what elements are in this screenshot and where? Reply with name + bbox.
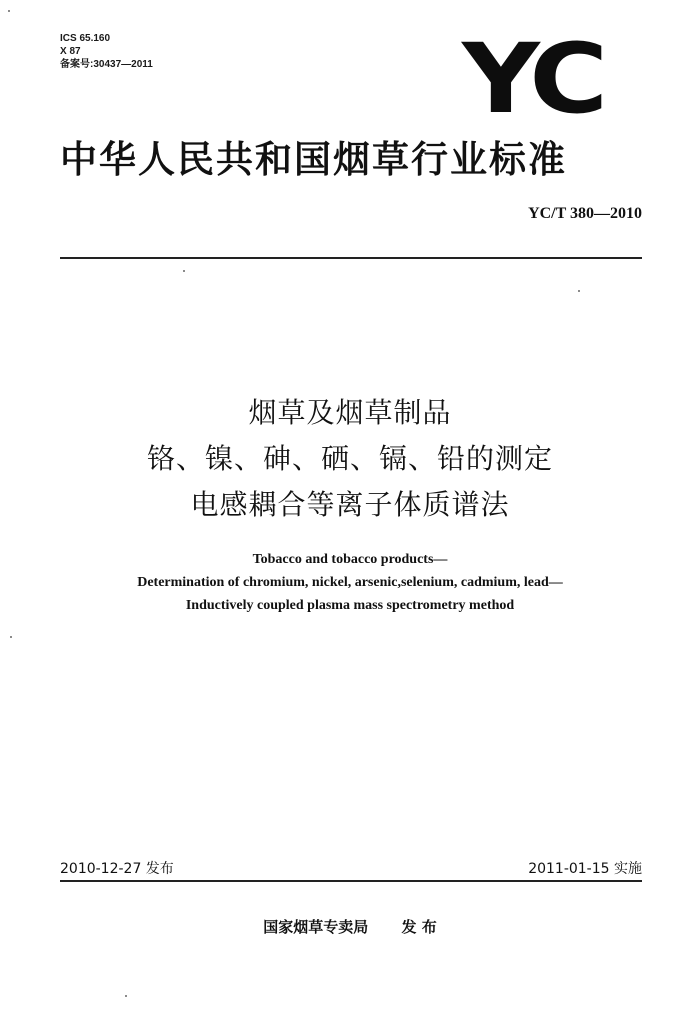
publisher-action: 发 布 [401,918,437,936]
ics-code: ICS 65.160 [60,33,111,44]
english-title-line-2: Determination of chromium, nickel, arsenic,selenium, cadmium, lead— [137,575,563,590]
scan-speck [183,270,185,272]
english-title-line-3: Inductively coupled plasma mass spectrometry method [185,598,515,613]
classification-block [60,32,153,71]
standard-code: YC/T 380—2010 [528,205,642,222]
industry-standard-title: 中华人民共和国烟草行业标准 [60,138,567,181]
issue-date: 2010-12-27 发布 [60,861,174,877]
class-code: X 87 [60,46,81,57]
scan-speck [125,995,127,997]
chinese-title-line-2: 铬、镍、砷、硒、镉、铅的测定 [146,442,553,475]
english-title-line-1: Tobacco and tobacco products— [252,552,448,567]
publisher-name: 国家烟草专卖局 [263,918,369,936]
yc-logo: YC [462,23,602,135]
scan-speck [10,636,12,638]
scan-speck [8,10,10,12]
chinese-title-line-3: 电感耦合等离子体质谱法 [190,488,510,521]
chinese-title-line-1: 烟草及烟草制品 [248,396,452,429]
filing-number: 备案号:30437—2011 [60,59,153,70]
top-divider [60,257,642,259]
scan-speck [578,290,580,292]
bottom-divider [60,880,642,882]
implementation-date: 2011-01-15 实施 [528,861,642,877]
publisher-line [0,916,700,937]
